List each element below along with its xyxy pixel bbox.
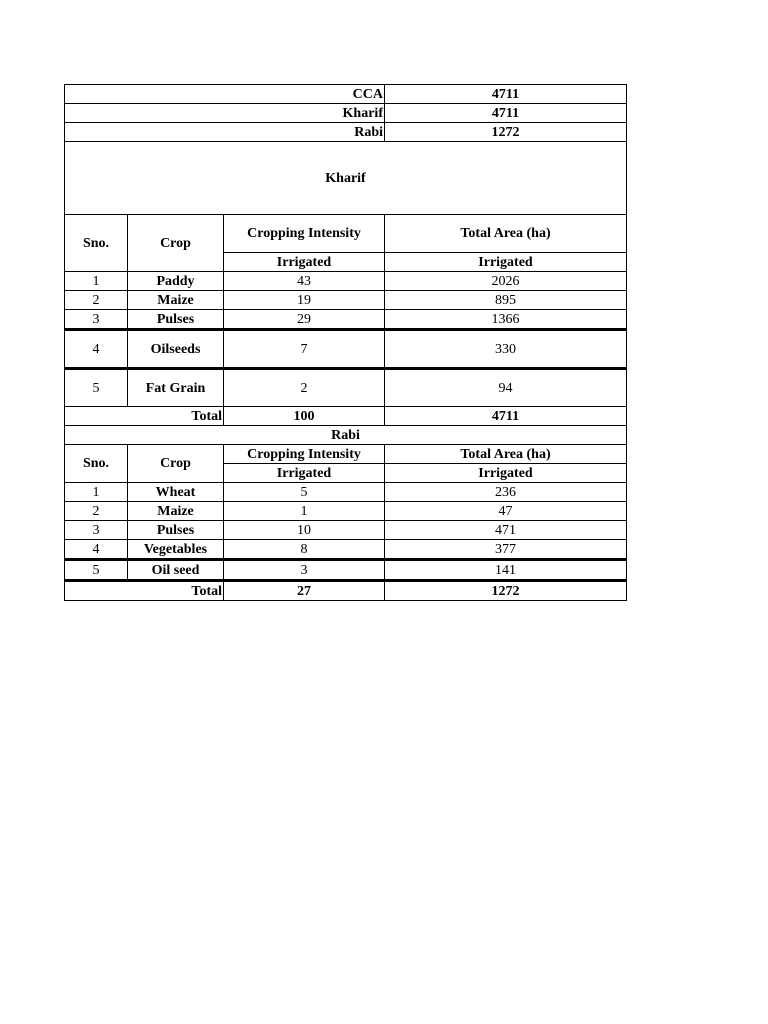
table-row <box>65 310 627 330</box>
summary-value: 4711 <box>385 104 627 123</box>
rabi-title-row <box>65 426 627 445</box>
cell-crop: Maize <box>128 291 224 310</box>
cell-intensity: 5 <box>224 483 385 502</box>
summary-row <box>65 123 627 142</box>
cell-crop: Wheat <box>128 483 224 502</box>
col-header-total-area: Total Area (ha) <box>385 215 627 253</box>
table-row <box>65 502 627 521</box>
cell-crop: Oilseeds <box>128 330 224 369</box>
summary-value: 1272 <box>385 123 627 142</box>
table-row <box>65 540 627 560</box>
table-row <box>65 291 627 310</box>
cell-intensity: 19 <box>224 291 385 310</box>
col-header-cropping-intensity: Cropping Intensity <box>224 215 385 253</box>
total-intensity: 100 <box>224 407 385 426</box>
cell-area: 2026 <box>385 272 627 291</box>
cell-sno: 3 <box>65 521 128 540</box>
table-row <box>65 483 627 502</box>
total-intensity: 27 <box>224 581 385 601</box>
summary-value: 4711 <box>385 85 627 104</box>
cell-sno: 2 <box>65 502 128 521</box>
total-label: Total <box>65 407 224 426</box>
cell-crop: Vegetables <box>128 540 224 560</box>
cell-crop: Fat Grain <box>128 369 224 407</box>
cell-sno: 2 <box>65 291 128 310</box>
cell-area: 236 <box>385 483 627 502</box>
total-label: Total <box>65 581 224 601</box>
cell-intensity: 2 <box>224 369 385 407</box>
cell-intensity: 8 <box>224 540 385 560</box>
rabi-total-row <box>65 581 627 601</box>
col-header-crop: Crop <box>128 215 224 272</box>
summary-row <box>65 104 627 123</box>
cell-crop: Pulses <box>128 521 224 540</box>
cell-intensity: 3 <box>224 560 385 581</box>
cell-sno: 3 <box>65 310 128 330</box>
cell-sno: 4 <box>65 330 128 369</box>
col-header-total-area: Total Area (ha) <box>385 445 627 464</box>
table-row <box>65 521 627 540</box>
total-area: 1272 <box>385 581 627 601</box>
cell-intensity: 43 <box>224 272 385 291</box>
cell-intensity: 1 <box>224 502 385 521</box>
rabi-title: Rabi <box>65 426 627 445</box>
cell-sno: 5 <box>65 369 128 407</box>
cell-intensity: 29 <box>224 310 385 330</box>
col-subheader-irrigated: Irrigated <box>385 464 627 483</box>
cell-area: 141 <box>385 560 627 581</box>
kharif-total-row <box>65 407 627 426</box>
cell-area: 47 <box>385 502 627 521</box>
summary-row <box>65 85 627 104</box>
cell-intensity: 7 <box>224 330 385 369</box>
cell-sno: 1 <box>65 483 128 502</box>
summary-label: Kharif <box>65 104 385 123</box>
kharif-header-row <box>65 215 627 253</box>
kharif-title-row <box>65 142 627 215</box>
table-row <box>65 369 627 407</box>
col-header-sno: Sno. <box>65 445 128 483</box>
cell-area: 471 <box>385 521 627 540</box>
col-subheader-irrigated: Irrigated <box>224 464 385 483</box>
cell-area: 1366 <box>385 310 627 330</box>
kharif-title: Kharif <box>65 142 627 215</box>
col-header-crop: Crop <box>128 445 224 483</box>
cell-area: 330 <box>385 330 627 369</box>
summary-label: CCA <box>65 85 385 104</box>
table-row <box>65 330 627 369</box>
col-header-cropping-intensity: Cropping Intensity <box>224 445 385 464</box>
total-area: 4711 <box>385 407 627 426</box>
cell-intensity: 10 <box>224 521 385 540</box>
cell-crop: Pulses <box>128 310 224 330</box>
col-subheader-irrigated: Irrigated <box>224 253 385 272</box>
cell-sno: 4 <box>65 540 128 560</box>
cell-crop: Maize <box>128 502 224 521</box>
rabi-header-row <box>65 445 627 464</box>
cell-crop: Paddy <box>128 272 224 291</box>
col-header-sno: Sno. <box>65 215 128 272</box>
table-row <box>65 272 627 291</box>
col-subheader-irrigated: Irrigated <box>385 253 627 272</box>
cell-sno: 1 <box>65 272 128 291</box>
cell-area: 377 <box>385 540 627 560</box>
cell-sno: 5 <box>65 560 128 581</box>
summary-label: Rabi <box>65 123 385 142</box>
crop-area-table <box>64 84 627 601</box>
table-row <box>65 560 627 581</box>
cell-area: 94 <box>385 369 627 407</box>
cell-crop: Oil seed <box>128 560 224 581</box>
cell-area: 895 <box>385 291 627 310</box>
